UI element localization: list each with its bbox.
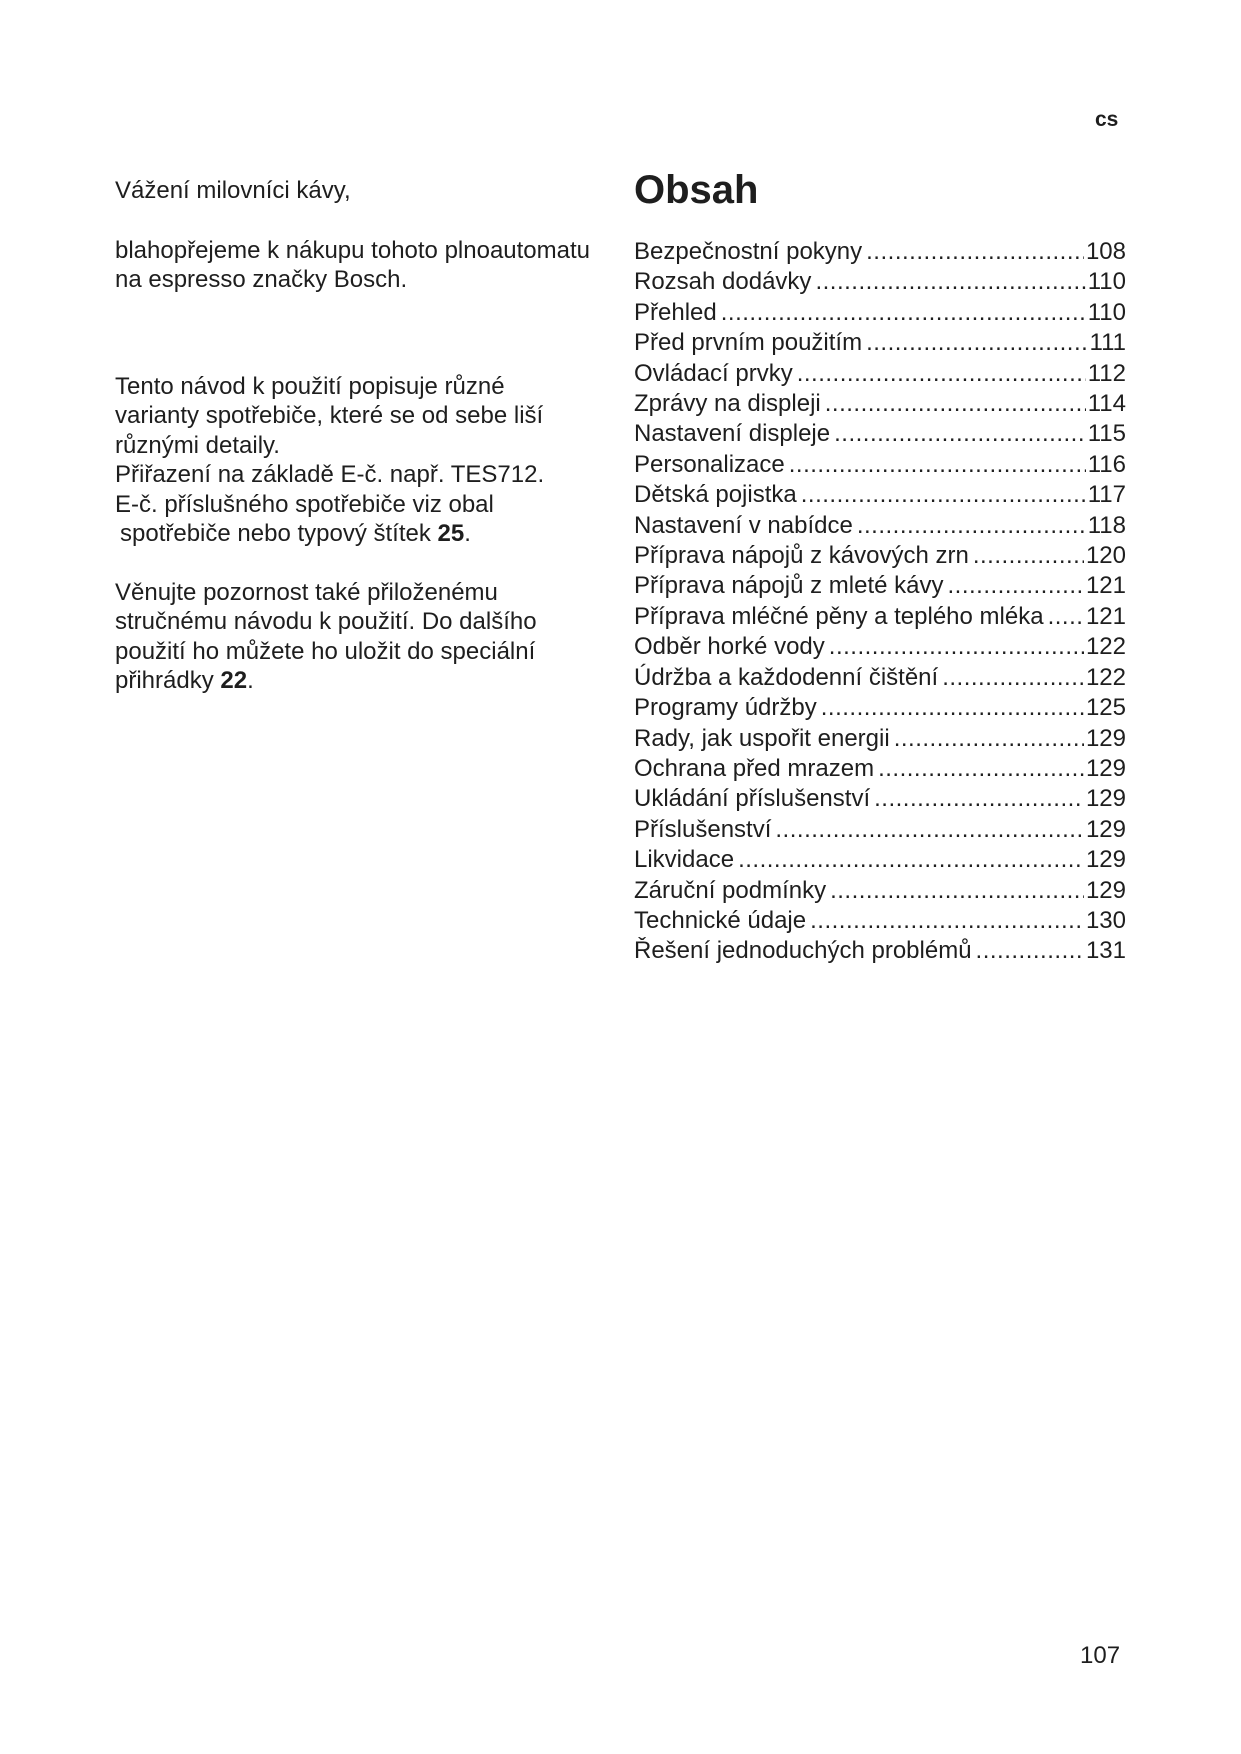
toc-dot-leader: [878, 754, 1084, 784]
description-line: Přiřazení na základě E-č. např. TES712.: [115, 461, 545, 488]
toc-entry[interactable]: [634, 632, 1126, 662]
toc-entry-page: 129: [1085, 846, 1126, 874]
toc-entry-page: 110: [1087, 268, 1126, 296]
toc-entry-page: 129: [1085, 815, 1126, 843]
toc-entry[interactable]: [634, 541, 1126, 571]
toc-entry[interactable]: [634, 571, 1126, 601]
toc-entry-page: 117: [1087, 481, 1126, 509]
toc-entry-page: 129: [1085, 754, 1126, 782]
toc-entry-page: 129: [1085, 876, 1126, 904]
toc-entry-page: 115: [1087, 420, 1126, 448]
toc-entry[interactable]: [634, 845, 1126, 875]
toc-entry-page: 125: [1085, 694, 1126, 722]
toc-entry[interactable]: [634, 389, 1126, 419]
toc-dot-leader: [857, 511, 1086, 541]
toc-dot-leader: [825, 389, 1086, 419]
toc-dot-leader: [801, 480, 1086, 510]
description-line: varianty spotřebiče, které se od sebe liší: [115, 402, 544, 429]
toc-entry[interactable]: [634, 359, 1126, 389]
toc-entry[interactable]: [634, 936, 1126, 966]
toc-entry-title: Rozsah dodávky: [634, 268, 812, 296]
toc-entry[interactable]: [634, 693, 1126, 723]
toc-dot-leader: [973, 541, 1084, 571]
toc-entry-title: Příprava mléčné pěny a teplého mléka: [634, 602, 1044, 630]
toc-entry-title: Příprava nápojů z kávových zrn: [634, 542, 969, 570]
intro-column: [115, 176, 615, 696]
description-text: spotřebiče nebo typový štítek: [120, 520, 438, 547]
toc-entry-title: Před prvním použitím: [634, 329, 863, 357]
description-line: Tento návod k použití popisuje různé: [115, 372, 505, 400]
table-of-contents: [634, 237, 1126, 967]
toc-dot-leader: [894, 724, 1084, 754]
toc-entry[interactable]: [634, 511, 1126, 541]
toc-entry[interactable]: [634, 663, 1126, 693]
toc-entry-title: Přehled: [634, 298, 717, 326]
toc-dot-leader: [815, 267, 1085, 297]
toc-entry-page: 129: [1085, 785, 1126, 813]
toc-entry-page: 121: [1085, 602, 1126, 630]
toc-entry-page: 129: [1085, 724, 1126, 752]
toc-dot-leader: [942, 663, 1084, 693]
toc-entry-page: 108: [1085, 238, 1126, 265]
note-line: použití ho můžete ho uložit do speciální: [115, 637, 536, 665]
figure-reference: 25: [437, 520, 465, 547]
description-line: různými detaily.: [115, 431, 280, 459]
language-tag: cs: [1095, 108, 1119, 131]
toc-dot-leader: [810, 906, 1084, 936]
toc-entry-title: Řešení jednoduchých problémů: [634, 937, 972, 965]
toc-entry-title: Ovládací prvky: [634, 359, 793, 387]
toc-entry[interactable]: [634, 480, 1126, 510]
toc-entry[interactable]: [634, 602, 1126, 632]
description-punctuation: .: [464, 520, 471, 547]
note-text: přihrádky: [115, 667, 221, 694]
toc-entry-page: 112: [1087, 359, 1126, 387]
greeting: Vážení milovníci kávy,: [115, 177, 351, 204]
toc-entry-title: Personalizace: [634, 450, 785, 478]
toc-entry-title: Příslušenství: [634, 815, 772, 843]
toc-dot-leader: [830, 876, 1084, 906]
intro-line: na espresso značky Bosch.: [115, 266, 408, 293]
toc-entry[interactable]: [634, 328, 1126, 358]
note-line: stručnému návodu k použití. Do dalšího: [115, 608, 537, 635]
toc-entry[interactable]: [634, 876, 1126, 906]
intro-line: blahopřejeme k nákupu tohoto plnoautomatu: [115, 236, 591, 264]
toc-entry[interactable]: [634, 419, 1126, 449]
toc-heading: Obsah: [634, 168, 759, 212]
description-line: E-č. příslušného spotřebiče viz obal: [115, 490, 494, 518]
toc-entry-page: 130: [1085, 906, 1126, 934]
note-line: Věnujte pozornost také přiloženému: [115, 578, 498, 606]
note-paragraph: [115, 578, 615, 696]
toc-entry-title: Příprava nápojů z mleté kávy: [634, 572, 944, 600]
toc-entry-page: 118: [1087, 511, 1126, 539]
toc-dot-leader: [866, 237, 1084, 267]
toc-entry-page: 114: [1087, 390, 1126, 418]
figure-reference: 22: [220, 667, 248, 694]
toc-entry-title: Programy údržby: [634, 694, 817, 722]
toc-dot-leader: [721, 298, 1086, 328]
toc-entry-page: 131: [1085, 937, 1126, 965]
page-number: 107: [1080, 1642, 1121, 1669]
toc-entry-title: Odběr horké vody: [634, 633, 825, 661]
toc-entry-title: Ukládání příslušenství: [634, 785, 871, 813]
description-line-last: [115, 519, 615, 549]
toc-entry[interactable]: [634, 450, 1126, 480]
toc-entry-title: Nastavení v nabídce: [634, 511, 853, 539]
toc-dot-leader: [874, 784, 1084, 814]
description-paragraph: [115, 372, 615, 549]
toc-entry-page: 111: [1089, 329, 1126, 357]
toc-dot-leader: [738, 845, 1084, 875]
toc-entry-title: Bezpečnostní pokyny: [634, 238, 863, 265]
toc-entry[interactable]: [634, 724, 1126, 754]
toc-entry-title: Likvidace: [634, 846, 735, 874]
toc-entry-title: Záruční podmínky: [634, 876, 827, 904]
toc-entry-title: Dětská pojistka: [634, 481, 797, 509]
toc-entry-page: 120: [1085, 542, 1126, 570]
toc-entry-title: Nastavení displeje: [634, 420, 831, 448]
toc-dot-leader: [829, 632, 1084, 662]
toc-dot-leader: [821, 693, 1084, 723]
toc-entry-page: 122: [1085, 633, 1126, 661]
toc-dot-leader: [789, 450, 1086, 480]
toc-entry-title: Zprávy na displeji: [634, 390, 821, 418]
toc-dot-leader: [775, 815, 1084, 845]
toc-entry-title: Údržba a každodenní čištění: [634, 663, 939, 691]
toc-entry-title: Technické údaje: [634, 906, 807, 934]
toc-entry[interactable]: [634, 267, 1126, 297]
toc-entry-title: Ochrana před mrazem: [634, 754, 875, 782]
toc-entry[interactable]: [634, 784, 1126, 814]
intro-paragraph: [115, 236, 615, 295]
toc-dot-leader: [976, 936, 1084, 966]
toc-dot-leader: [866, 328, 1087, 358]
toc-entry[interactable]: [634, 815, 1126, 845]
toc-entry-page: 110: [1087, 298, 1126, 326]
toc-entry-page: 116: [1087, 450, 1126, 478]
toc-entry[interactable]: [634, 237, 1126, 267]
toc-dot-leader: [834, 419, 1086, 449]
note-line-last: [115, 666, 615, 696]
toc-entry-page: 121: [1085, 572, 1126, 600]
toc-dot-leader: [1048, 602, 1084, 632]
toc-entry-title: Rady, jak uspořit energii: [634, 724, 890, 752]
toc-entry[interactable]: [634, 298, 1126, 328]
note-punctuation: .: [247, 667, 254, 694]
toc-entry[interactable]: [634, 754, 1126, 784]
toc-entry-page: 122: [1085, 663, 1126, 691]
toc-dot-leader: [947, 571, 1083, 601]
toc-dot-leader: [797, 359, 1086, 389]
toc-entry[interactable]: [634, 906, 1126, 936]
